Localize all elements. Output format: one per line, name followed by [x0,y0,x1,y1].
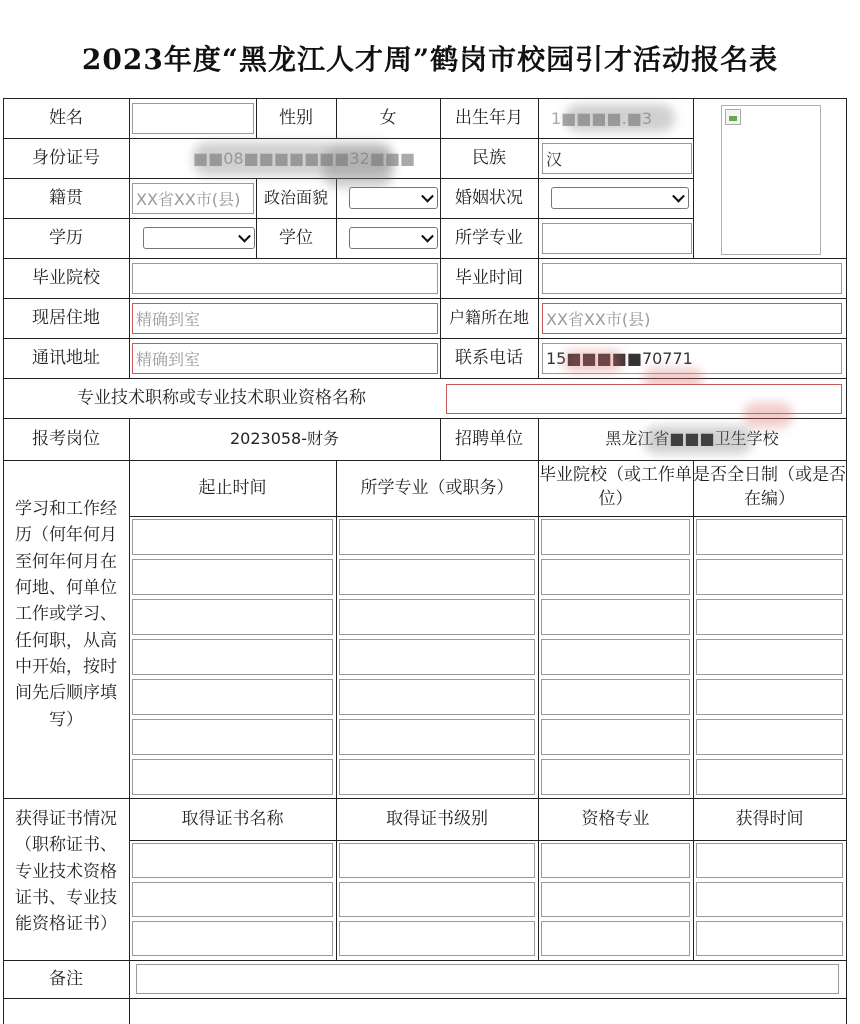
name-input[interactable] [132,103,254,134]
experience-cell-input[interactable] [696,719,843,755]
cert-cell-input[interactable] [132,882,333,917]
remarks-label: 备注 [49,968,83,989]
native-place-input[interactable] [132,183,254,214]
employer-label: 招聘单位 [455,428,523,449]
birth-value: 1■■■■.■3 [551,108,653,128]
experience-cell-input[interactable] [541,519,690,555]
experience-cell-input[interactable] [339,639,535,675]
experience-cell-input[interactable] [541,559,690,595]
experience-cell-input[interactable] [541,639,690,675]
chevron-down-icon [421,230,434,243]
experience-cell-input[interactable] [339,599,535,635]
experience-label: 学习和工作经历（何年何月至何年何月在何地、何单位工作或学习、任何职，从高中开始，按时间先后顺序填写） [15,499,117,730]
title-qual-label: 专业技术职称或专业技术职业资格名称 [77,387,366,408]
phone-input[interactable]: 15■■■■■70771 [542,343,842,374]
cert-cell-input[interactable] [541,882,690,917]
cert-header-level: 取得证书级别 [386,808,488,829]
phone-label: 联系电话 [455,347,523,368]
certs-label: 获得证书情况（职称证书、专业技术资格证书、专业技能资格证书） [15,809,117,935]
id-number-label: 身份证号 [32,147,100,168]
school-label: 毕业院校 [32,267,100,288]
chevron-down-icon [238,230,251,243]
marital-label: 婚姻状况 [455,187,523,208]
cert-header-major: 资格专业 [581,808,650,829]
cert-cell-input[interactable] [541,843,690,878]
cert-cell-input[interactable] [132,843,333,878]
residence-placeholder: 精确到室 [136,310,201,329]
cert-cell-input[interactable] [696,921,843,956]
education-label: 学历 [49,227,83,248]
experience-cell-input[interactable] [696,519,843,555]
major-label: 所学专业 [455,227,523,248]
experience-header-period: 起止时间 [198,477,267,498]
experience-cell-input[interactable] [132,759,333,795]
redaction-blur [643,426,753,454]
cert-cell-input[interactable] [339,843,535,878]
experience-cell-input[interactable] [696,639,843,675]
residence-input[interactable] [132,303,438,334]
household-input[interactable] [542,303,842,334]
cert-cell-input[interactable] [339,921,535,956]
native-place-placeholder: XX省XX市(县) [136,190,241,209]
id-number-value: ■■08■■■■■■■32■■■ [193,148,416,168]
photo-upload[interactable] [721,105,821,255]
experience-cell-input[interactable] [696,679,843,715]
name-label: 姓名 [49,107,83,128]
political-select[interactable] [349,187,438,209]
mail-address-label: 通讯地址 [32,347,100,368]
cert-header-date: 获得时间 [735,808,804,829]
education-select[interactable] [143,227,255,249]
remarks-input[interactable] [136,964,839,994]
mail-address-input[interactable] [132,343,438,374]
position-value: 2023058-财务 [229,429,340,449]
mail-address-placeholder: 精确到室 [136,350,201,369]
residence-label: 现居住地 [32,307,100,328]
cert-cell-input[interactable] [696,843,843,878]
experience-cell-input[interactable] [541,599,690,635]
experience-cell-input[interactable] [339,759,535,795]
experience-cell-input[interactable] [132,599,333,635]
experience-cell-input[interactable] [541,719,690,755]
experience-cell-input[interactable] [339,719,535,755]
school-input[interactable] [132,263,438,294]
broken-image-icon [725,109,741,125]
ethnicity-input[interactable]: 汉 [542,143,692,174]
major-input[interactable] [542,223,692,254]
grad-time-label: 毕业时间 [455,267,523,288]
cert-cell-input[interactable] [339,882,535,917]
experience-cell-input[interactable] [339,679,535,715]
experience-cell-input[interactable] [132,679,333,715]
experience-header-major: 所学专业（或职务） [360,477,514,498]
experience-cell-input[interactable] [541,679,690,715]
chevron-down-icon [421,190,434,203]
cert-header-name: 取得证书名称 [181,808,284,829]
redaction-blur [563,350,623,372]
grad-time-input[interactable] [542,263,842,294]
political-label: 政治面貌 [263,188,328,208]
experience-cell-input[interactable] [696,599,843,635]
experience-cell-input[interactable] [132,639,333,675]
redaction-blur [565,104,675,132]
ethnicity-label: 民族 [472,147,506,168]
experience-cell-input[interactable] [132,559,333,595]
gender-label: 性别 [279,107,313,128]
cert-cell-input[interactable] [541,921,690,956]
experience-cell-input[interactable] [541,759,690,795]
gender-value: 女 [379,107,397,128]
degree-select[interactable] [349,227,438,249]
birth-label: 出生年月 [455,107,523,128]
redaction-blur [743,402,793,428]
experience-cell-input[interactable] [696,759,843,795]
cert-cell-input[interactable] [696,882,843,917]
marital-select[interactable] [551,187,689,209]
form-title: 2023年度“黑龙江人才周”鹤岗市校园引才活动报名表 [81,43,779,76]
experience-cell-input[interactable] [696,559,843,595]
cert-cell-input[interactable] [132,921,333,956]
employer-value: 黑龙江省■■■卫生学校 [605,429,779,449]
experience-cell-input[interactable] [132,719,333,755]
experience-cell-input[interactable] [339,559,535,595]
chevron-down-icon [672,190,685,203]
household-placeholder: XX省XX市(县) [546,310,651,329]
experience-header-school: 毕业院校（或工作单位） [539,465,692,509]
experience-cell-input[interactable] [339,519,535,555]
native-place-label: 籍贯 [49,187,83,208]
position-label: 报考岗位 [32,428,100,449]
household-label: 户籍所在地 [448,308,529,328]
experience-cell-input[interactable] [132,519,333,555]
degree-label: 学位 [279,227,313,248]
experience-header-fulltime: 是否全日制（或是否在编） [693,465,846,509]
